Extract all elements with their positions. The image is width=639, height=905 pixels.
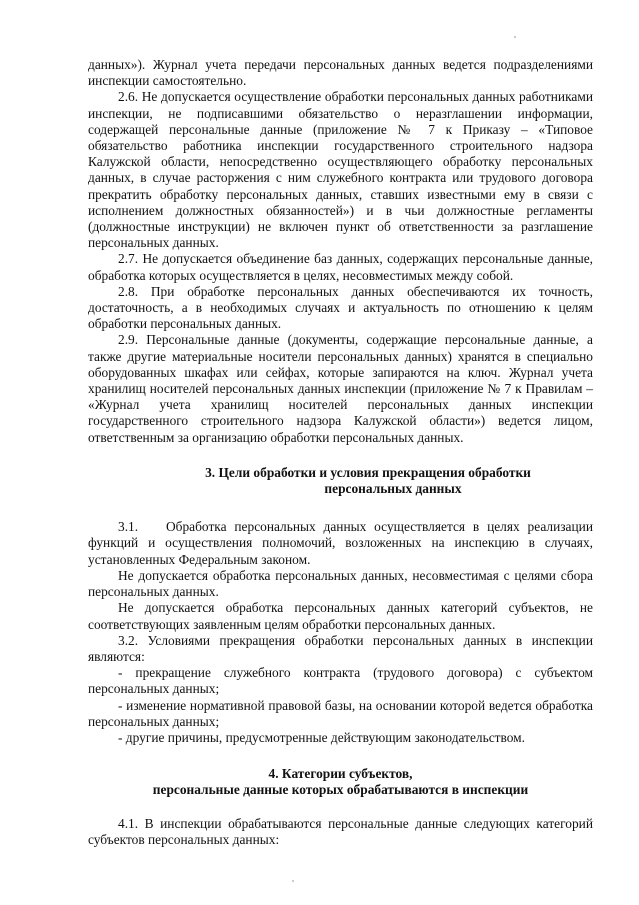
- list-item: - другие причины, предусмотренные действующим законодательством.: [118, 729, 526, 745]
- paragraph-3-2: 3.2. Условиями прекращения обработки персональных данных в инспекции являются:: [88, 632, 593, 664]
- paragraph-2-6: 2.6. Не допускается осуществление обработки персональных данных работниками инспекции, не подписавшими обязательство о неразглашении информации, содержащей персональные данные (приложение № 7 к Приказу – «Типовое обязательство работника инспекции государственного строительного надзора Калужской области, непосредственно осуществляющего обработку персональных данных, в случае расторжения с ним служебного контракта или трудового договора прекратить обработку персональных данных, ставших известными ему в связи с исполнением должностных обязанностей») и в чьи должностные регламенты (должностные инструкции) не включен пункт об ответственности за разглашение персональных данных.: [88, 89, 593, 251]
- paragraph-3-1-c: Не допускается обработка персональных данных категорий субъектов, не соответствующих заявленным целям обработки персональных данных.: [88, 600, 593, 632]
- paragraph-2-9: 2.9. Персональные данные (документы, содержащие персональные данные, а также другие материальные носители персональных данных) хранятся в специально оборудованных шкафах или сейфах, которые запираются на ключ. Журнал учета хранилищ носителей персональных данных инспекции (приложение № 7 к Правилам – «Журнал учета хранилищ носителей персональных данных инспекции государственного строительного надзора Калужской области») ведется лицом, ответственным за организацию обработки персональных данных.: [88, 332, 593, 445]
- paragraph-3-1-b: Не допускается обработка персональных данных, несовместимая с целями сбора персональных данных.: [88, 567, 593, 600]
- section-4-heading-line1: 4. Категории субъектов,: [268, 766, 413, 782]
- scan-speck: [292, 880, 294, 882]
- paragraph-3-1-number: 3.1.: [118, 519, 139, 535]
- document-page: [88, 57, 593, 848]
- section-4-heading-line2: персональные данные которых обрабатываются в инспекции: [152, 782, 529, 798]
- paragraph-3-1: [88, 519, 593, 568]
- list-item: - прекращение служебного контракта (трудового договора) с субъектом персональных данных;: [88, 665, 593, 697]
- section-4-heading: [88, 766, 593, 798]
- paragraph-2-7: 2.7. Не допускается объединение баз данных, содержащих персональные данные, обработка которых осуществляется в целях, несовместимых между собой.: [88, 251, 593, 283]
- paragraph-continuation: данных»). Журнал учета передачи персональных данных ведется подразделениями инспекции самостоятельно.: [88, 57, 593, 89]
- paragraph-3-1-text: Обработка персональных данных осуществляется в целях реализации функций и осуществления полномочий, возложенных на инспекцию в случаях, установленных Федеральным законом.: [88, 519, 593, 567]
- section-3-heading-line2: персональных данных: [324, 481, 462, 497]
- scan-speck: [514, 36, 516, 38]
- paragraph-2-8: 2.8. При обработке персональных данных обеспечиваются их точность, достаточность, а в необходимых случаях и актуальность по отношению к целям обработки персональных данных.: [88, 283, 593, 332]
- section-3-heading-line1: 3. Цели обработки и условия прекращения обработки: [205, 464, 531, 480]
- list-item: - изменение нормативной правовой базы, на основании которой ведется обработка персональных данных;: [88, 697, 593, 729]
- paragraph-4-1: 4.1. В инспекции обрабатываются персональные данные следующих категорий субъектов персональных данных:: [88, 815, 593, 847]
- section-3-heading: [88, 465, 593, 497]
